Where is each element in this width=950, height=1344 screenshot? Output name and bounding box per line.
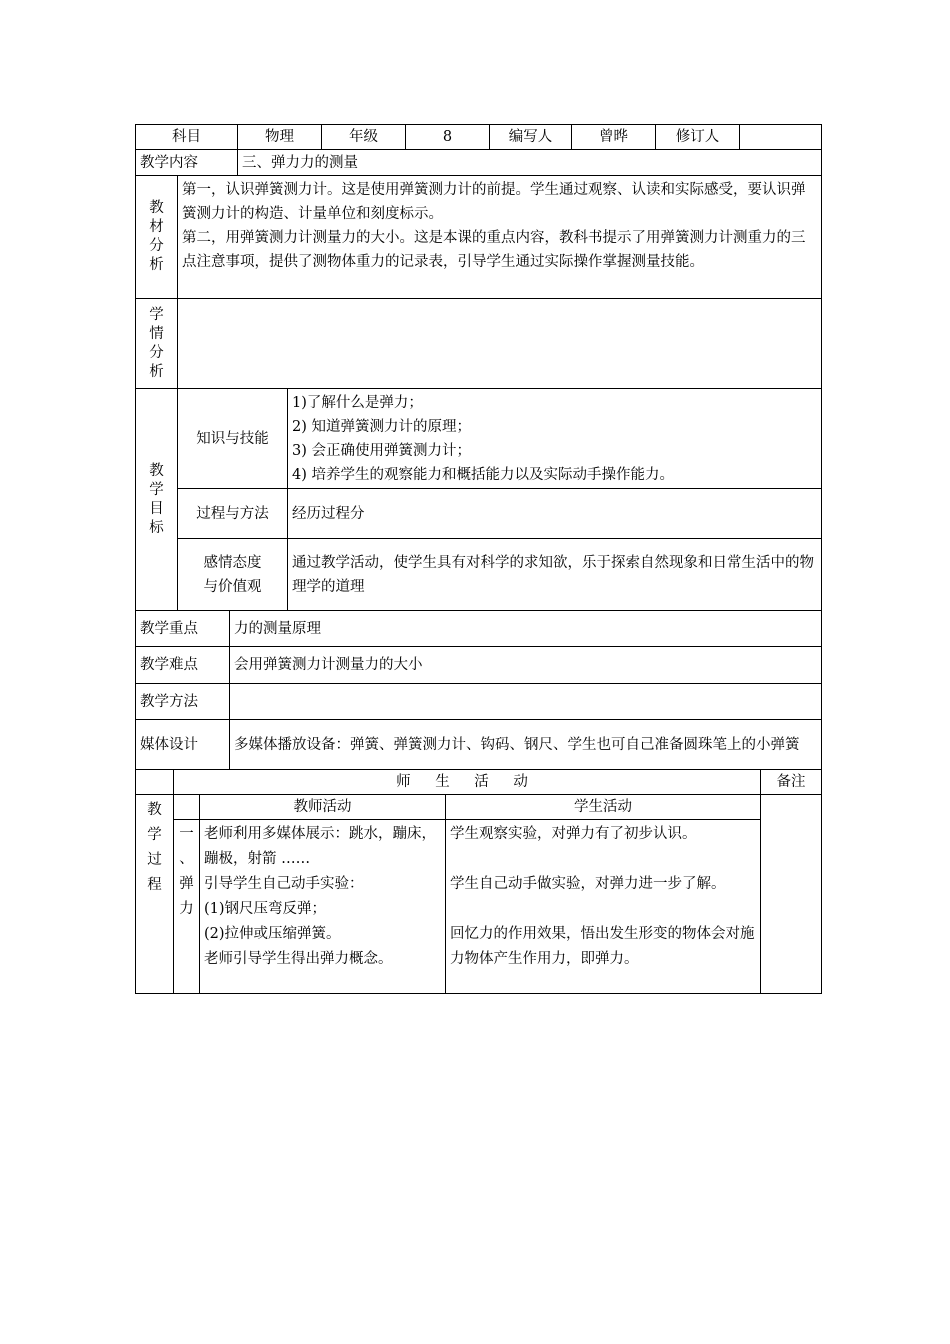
teacher-line: 老师利用多媒体展示：跳水，蹦床，蹦极，射箭 …… — [204, 826, 436, 867]
teacher-activity-header: 教师活动 — [200, 795, 446, 820]
knowledge-item: 4) 培养学生的观察能力和概括能力以及实际动手操作能力。 — [292, 466, 674, 483]
content-label: 教学内容 — [136, 150, 238, 176]
key-point-label: 教学重点 — [136, 611, 230, 647]
process-method-label: 过程与方法 — [178, 489, 288, 539]
reviser-label: 修订人 — [656, 125, 740, 150]
reviser-value — [740, 125, 822, 150]
material-analysis-label: 教 材 分 析 — [136, 176, 178, 299]
grade-value: 8 — [406, 125, 490, 150]
teacher-line: (2)拉伸或压缩弹簧。 — [204, 926, 341, 942]
knowledge-item: 3) 会正确使用弹簧测力计； — [292, 442, 471, 459]
learner-analysis-label: 学 情 分 析 — [136, 299, 178, 389]
knowledge-item: 2) 知道弹簧测力计的原理； — [292, 418, 471, 435]
emotion-values-label: 感情态度 与价值观 — [178, 539, 288, 611]
grade-label: 年级 — [322, 125, 406, 150]
notes-cell — [761, 795, 822, 994]
difficulty-value: 会用弹簧测力计测量力的大小 — [230, 647, 822, 684]
author-label: 编写人 — [490, 125, 572, 150]
teacher-line: (1)钢尺压弯反弹； — [204, 901, 327, 917]
difficulty-label: 教学难点 — [136, 647, 230, 684]
teacher-line: 老师引导学生得出弹力概念。 — [204, 951, 393, 967]
method-value — [230, 684, 822, 720]
student-line: 学生观察实验，对弹力有了初步认识。 — [450, 826, 697, 842]
subject-label: 科目 — [136, 125, 238, 150]
author-value: 曾晔 — [572, 125, 656, 150]
key-point-value: 力的测量原理 — [230, 611, 822, 647]
student-activity-text — [446, 820, 761, 994]
info-table — [135, 149, 822, 389]
section-label: 一 、 弹 力 — [174, 820, 200, 994]
content-value: 三、弹力力的测量 — [238, 150, 822, 176]
teacher-activity-text — [200, 820, 446, 994]
activities-title: 师 生 活 动 — [174, 770, 761, 795]
emotion-values-text: 通过教学活动，使学生具有对科学的求知欲，乐于探索自然现象和日常生活中的物理学的道理 — [288, 539, 822, 611]
notes-header: 备注 — [761, 770, 822, 795]
activities-corner — [136, 770, 174, 795]
details-table — [135, 610, 822, 770]
goals-label: 教 学 目 标 — [136, 389, 178, 611]
process-method-value: 经历过程分 — [288, 489, 822, 539]
process-label: 教 学 过 程 — [136, 795, 174, 994]
subject-value: 物理 — [238, 125, 322, 150]
student-line: 学生自己动手做实验，对弹力进一步了解。 — [450, 876, 726, 892]
material-paragraph: 第二，用弹簧测力计测量力的大小。这是本课的重点内容，教科书提示了用弹簧测力计测重力的三点注意事项，提供了测物体重力的记录表，引导学生通过实际操作掌握测量技能。 — [182, 230, 806, 270]
activities-table — [135, 769, 822, 994]
teacher-line: 引导学生自己动手实验： — [204, 876, 364, 892]
material-paragraph: 第一，认识弹簧测力计。这是使用弹簧测力计的前提。学生通过观察、认读和实际感受，要认识弹簧测力计的构造、计量单位和刻度标示。 — [182, 182, 806, 222]
method-label: 教学方法 — [136, 684, 230, 720]
learner-analysis-text — [178, 299, 822, 389]
goals-table — [135, 388, 822, 611]
student-activity-header: 学生活动 — [446, 795, 761, 820]
knowledge-label: 知识与技能 — [178, 389, 288, 489]
knowledge-items — [288, 389, 822, 489]
material-analysis-text — [178, 176, 822, 299]
media-value: 多媒体播放设备：弹簧、弹簧测力计、钩码、钢尺、学生也可自己准备圆珠笔上的小弹簧 — [230, 720, 822, 770]
media-label: 媒体设计 — [136, 720, 230, 770]
student-line: 回忆力的作用效果，悟出发生形变的物体会对施力物体产生作用力，即弹力。 — [450, 926, 755, 967]
header-table — [135, 124, 822, 150]
knowledge-item: 1)了解什么是弹力； — [292, 394, 423, 411]
section-header-blank — [174, 795, 200, 820]
lesson-plan-document — [135, 124, 821, 994]
